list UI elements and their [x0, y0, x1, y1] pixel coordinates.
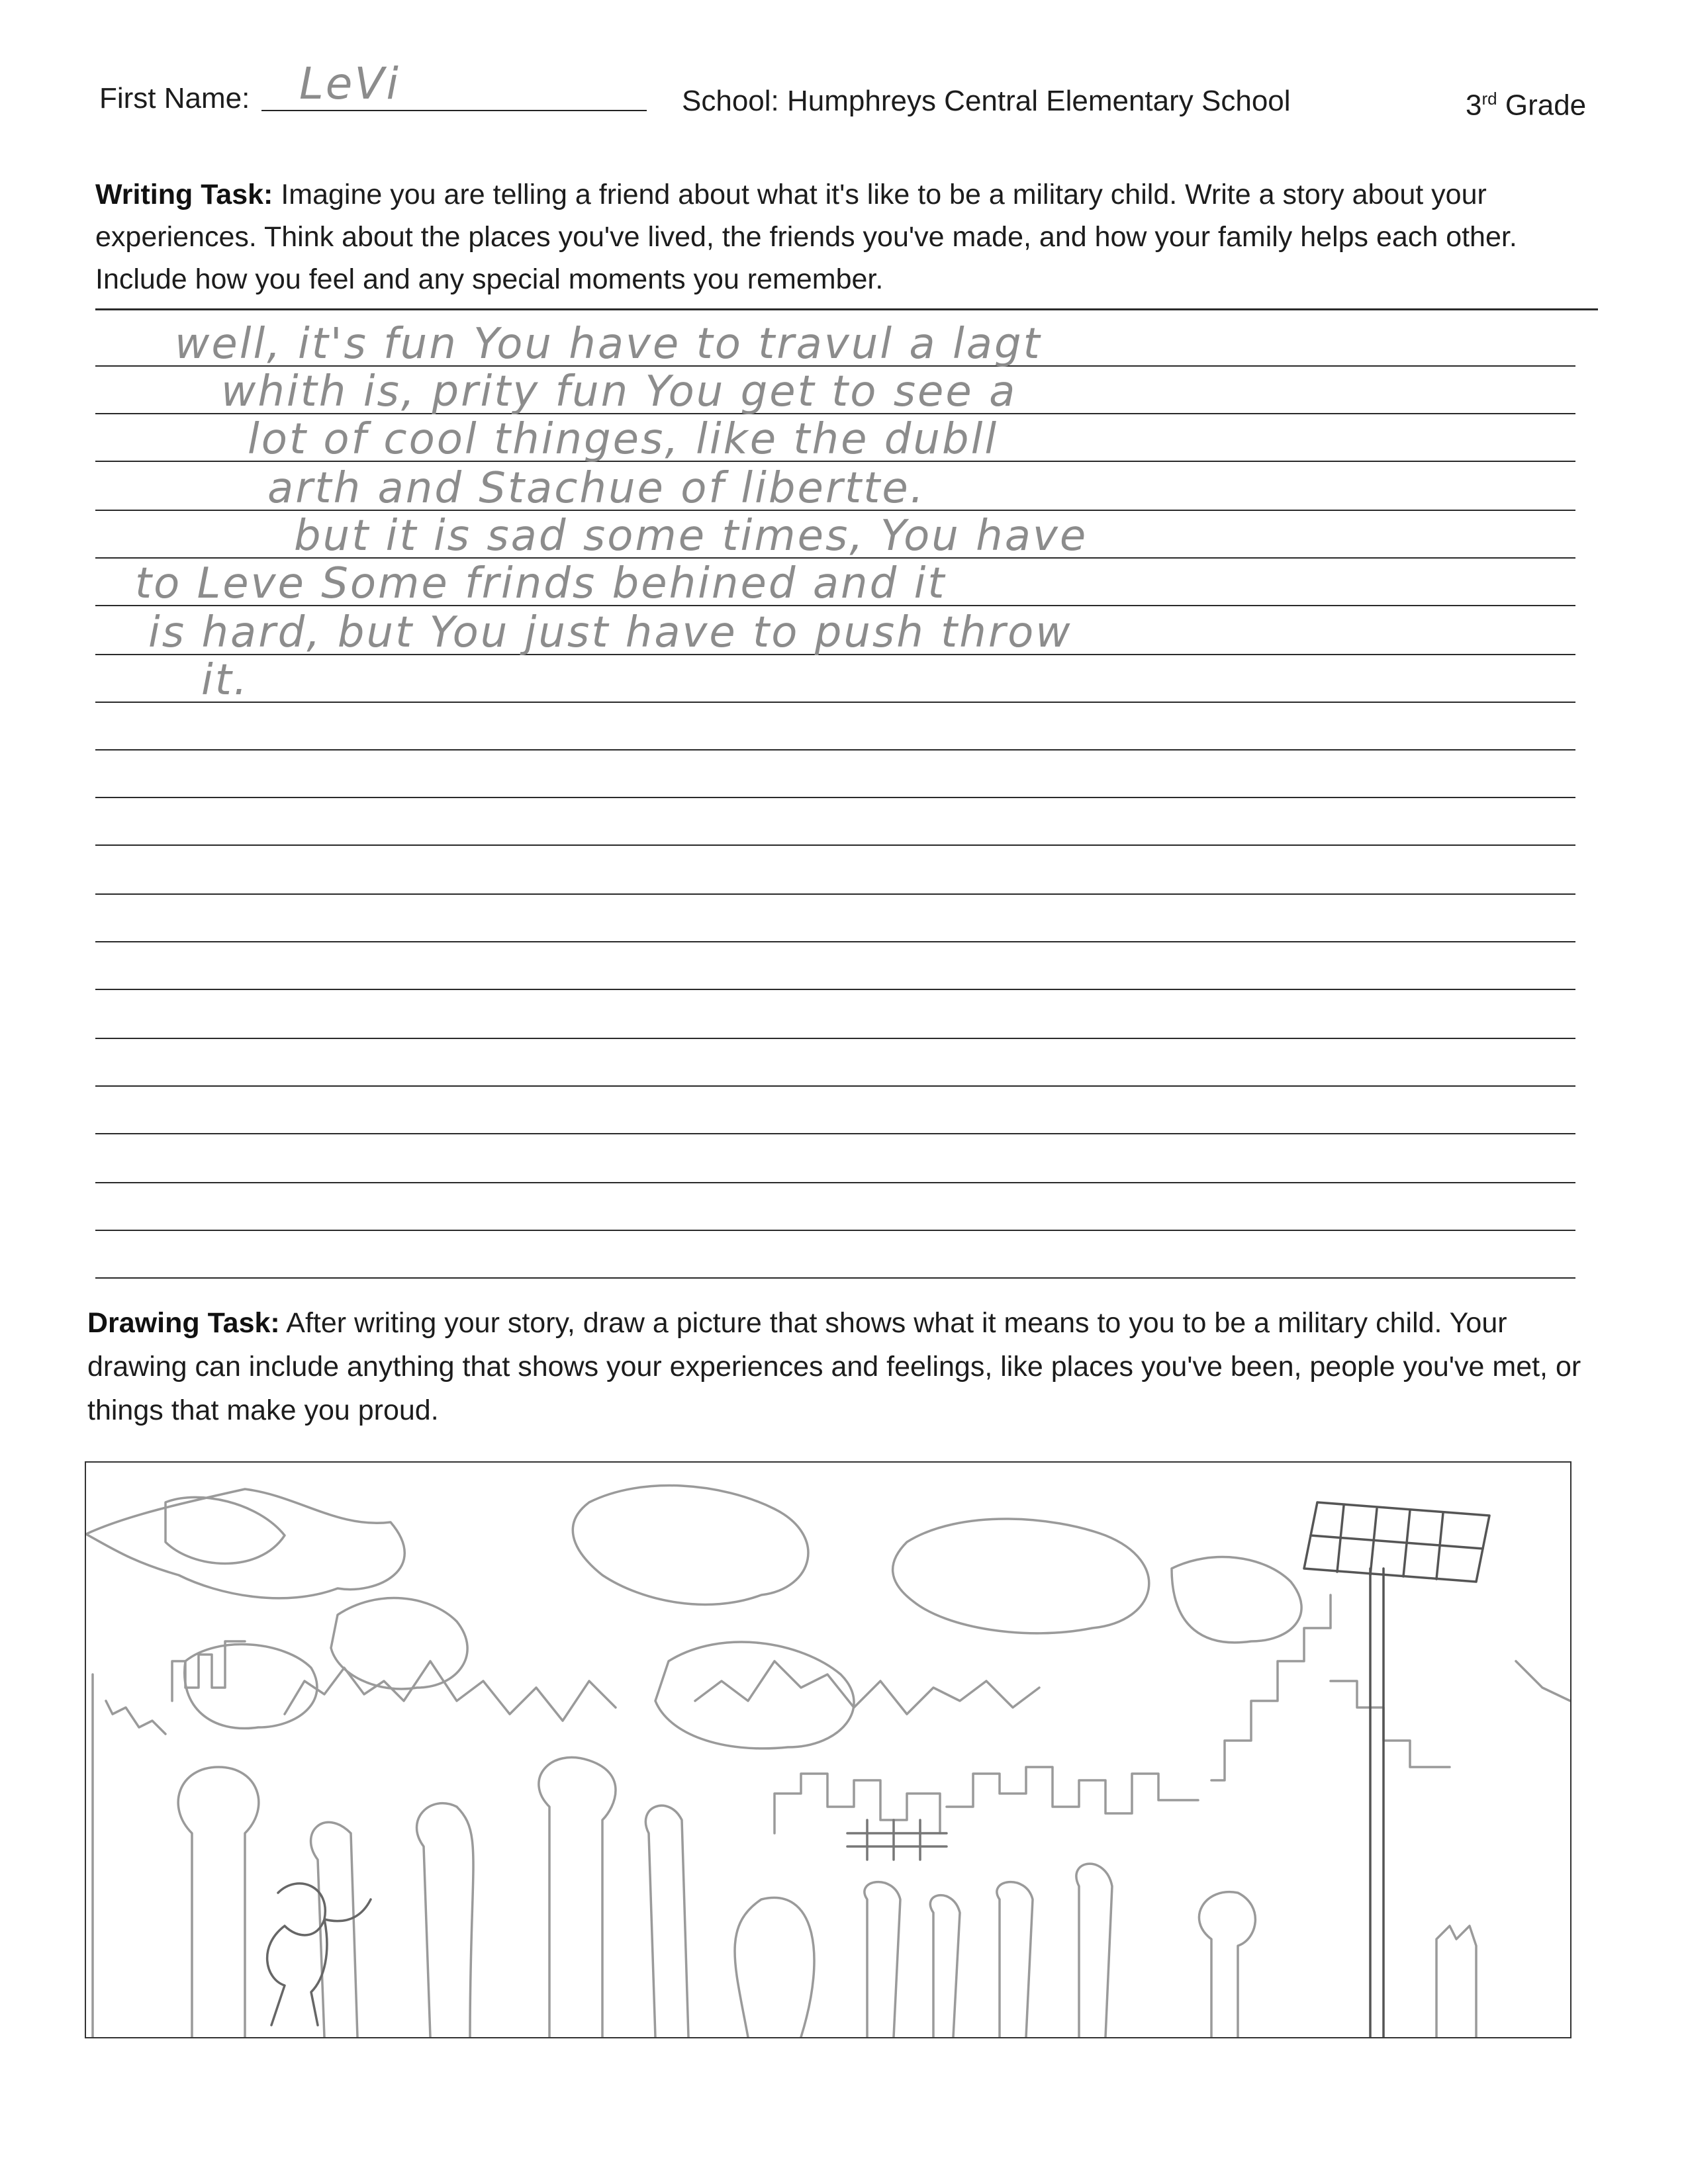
- drawing-task-text: After writing your story, draw a picture that shows what it means to you to be a military child. Your drawing can include anything that shows your experiences and feelings, like places you've been, people you've met, or things that make you proud.: [87, 1307, 1581, 1426]
- writing-line: [95, 464, 1575, 513]
- writing-line: [95, 941, 1575, 942]
- handwritten-text: it.: [201, 656, 250, 705]
- first-name-label: First Name:: [99, 82, 250, 114]
- writing-task-text: Imagine you are telling a friend about what it's like to be a military child. Write a story about your experiences. Think about the places you've lived, the friends you've made, and how your family helps each other. Include how you feel and any special moments you remember.: [95, 179, 1517, 295]
- writing-line: [95, 893, 1575, 895]
- child-drawing: [86, 1463, 1570, 2037]
- handwritten-text: whith is, prity fun You get to see a: [221, 367, 1017, 416]
- writing-task-label: Writing Task:: [95, 179, 273, 210]
- writing-line: [95, 1038, 1575, 1039]
- handwritten-text: lot of cool thinges, like the dubll: [248, 415, 999, 464]
- first-name-value: LeVi: [299, 58, 400, 109]
- writing-line: [95, 1182, 1575, 1183]
- handwritten-text: well, it's fun You have to travul a lagt: [175, 320, 1042, 369]
- writing-line: [95, 415, 1575, 464]
- writing-line: [95, 1277, 1575, 1279]
- handwritten-text: arth and Stachue of libertte.: [267, 464, 926, 513]
- handwritten-text: to Leve Some frinds behined and it: [135, 559, 947, 608]
- writing-line: [95, 656, 1575, 705]
- drawing-task-label: Drawing Task:: [87, 1307, 280, 1339]
- writing-line: [95, 1085, 1575, 1087]
- writing-line: [95, 320, 1575, 369]
- drawing-task-prompt: [87, 1301, 1587, 1432]
- writing-line: [95, 559, 1575, 608]
- writing-line: [95, 367, 1575, 416]
- writing-line: [95, 844, 1575, 846]
- writing-line: [95, 797, 1575, 798]
- writing-task-divider: [95, 308, 1598, 310]
- school-name: School: Humphreys Central Elementary School: [682, 85, 1291, 117]
- handwritten-text: but it is sad some times, You have: [294, 512, 1088, 561]
- writing-line: [95, 608, 1575, 657]
- writing-line: [95, 1230, 1575, 1231]
- grade-label: 3rd Grade: [1466, 89, 1587, 122]
- writing-line: [95, 989, 1575, 990]
- writing-line: [95, 1133, 1575, 1134]
- writing-line: [95, 512, 1575, 561]
- handwritten-text: is hard, but You just have to push throw: [148, 608, 1072, 657]
- drawing-box[interactable]: [85, 1461, 1571, 2038]
- writing-line: [95, 749, 1575, 751]
- first-name-field[interactable]: [261, 110, 647, 111]
- writing-task-prompt: [95, 173, 1595, 300]
